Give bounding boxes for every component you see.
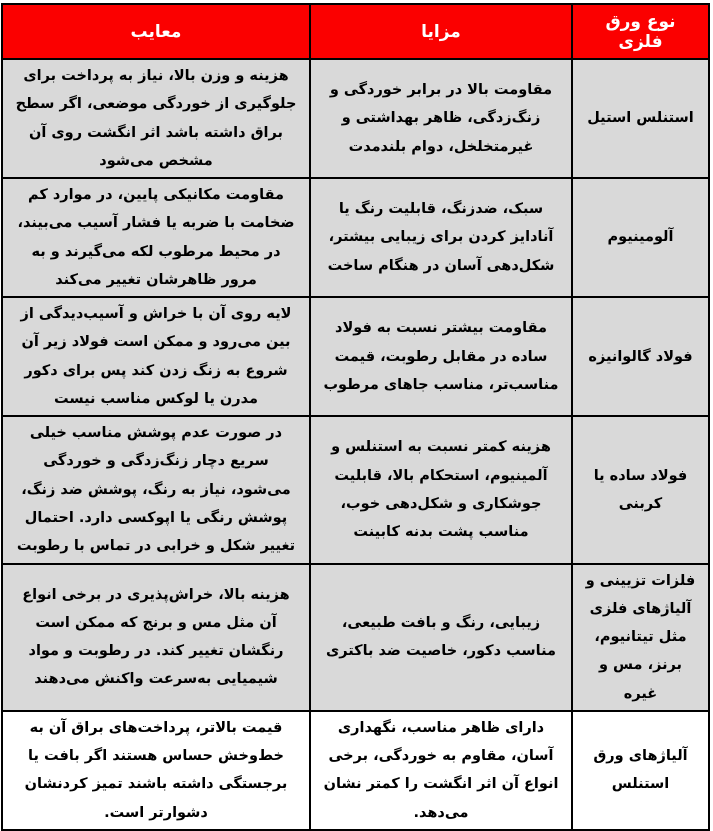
table-row bbox=[2, 59, 709, 178]
table-row bbox=[2, 564, 709, 711]
disadvantages-cell: هزینه بالا، خراش‌پذیری در برخی انواع آن مثل مس و برنج که ممکن است رنگشان تغییر کند. در رطوبت و مواد شیمیایی به‌سرعت واکنش می‌دهند bbox=[2, 564, 310, 711]
table-row bbox=[2, 711, 709, 830]
type-cell: آلومینیوم bbox=[572, 178, 709, 297]
advantages-cell: هزینه کمتر نسبت به استنلس و آلمینیوم، استحکام بالا، قابلیت جوشکاری و شکل‌دهی خوب، مناسب پشت بدنه کابینت bbox=[310, 416, 572, 563]
disadvantages-cell: قیمت بالاتر، پرداخت‌های براق آن به خط‌وخش حساس هستند اگر بافت یا برجستگی داشته باشند تمیز کردنشان دشوارتر است. bbox=[2, 711, 310, 830]
type-cell: استنلس استیل bbox=[572, 59, 709, 178]
type-cell: فولاد گالوانیزه bbox=[572, 297, 709, 416]
table-row bbox=[2, 178, 709, 297]
advantages-cell: مقاومت بیشتر نسبت به فولاد ساده در مقابل رطوبت، قیمت مناسب‌تر، مناسب جاهای مرطوب bbox=[310, 297, 572, 416]
type-cell: فلزات تزیینی و آلیاژهای فلزی مثل تیتانیوم، برنز، مس و غیره bbox=[572, 564, 709, 711]
header-disadvantages: معایب bbox=[2, 4, 310, 59]
table-row bbox=[2, 416, 709, 563]
metal-sheet-comparison-table bbox=[1, 3, 710, 831]
header-row bbox=[2, 4, 709, 59]
disadvantages-cell: لایه روی آن با خراش و آسیب‌دیدگی از بین می‌رود و ممکن است فولاد زیر آن شروع به زنگ زدن کند پس برای دکور مدرن یا لوکس مناسب نیست bbox=[2, 297, 310, 416]
advantages-cell: سبک، ضدزنگ، قابلیت رنگ یا آنادایز کردن برای زیبایی بیشتر، شکل‌دهی آسان در هنگام ساخت bbox=[310, 178, 572, 297]
header-advantages: مزایا bbox=[310, 4, 572, 59]
type-cell: آلیاژهای ورق استنلس bbox=[572, 711, 709, 830]
table-row bbox=[2, 297, 709, 416]
disadvantages-cell: هزینه و وزن بالا، نیاز به پرداخت برای جلوگیری از خوردگی موضعی، اگر سطح براق داشته باشد اثر انگشت روی آن مشخص می‌شود bbox=[2, 59, 310, 178]
type-cell: فولاد ساده یا کربنی bbox=[572, 416, 709, 563]
advantages-cell: دارای ظاهر مناسب، نگهداری آسان، مقاوم به خوردگی، برخی انواع آن اثر انگشت را کمتر نشان می‌دهد. bbox=[310, 711, 572, 830]
disadvantages-cell: در صورت عدم پوشش مناسب خیلی سریع دچار زنگ‌زدگی و خوردگی می‌شود، نیاز به رنگ، پوشش ضد زنگ، پوشش رنگی یا اپوکسی دارد. احتمال تغییر شکل و خرابی در تماس با رطوبت bbox=[2, 416, 310, 563]
advantages-cell: مقاومت بالا در برابر خوردگی و زنگ‌زدگی، ظاهر بهداشتی و غیرمتخلخل، دوام بلندمدت bbox=[310, 59, 572, 178]
advantages-cell: زیبایی، رنگ و بافت طبیعی، مناسب دکور، خاصیت ضد باکتری bbox=[310, 564, 572, 711]
disadvantages-cell: مقاومت مکانیکی پایین، در موارد کم ضخامت با ضربه یا فشار آسیب می‌بیند، در محیط مرطوب لکه می‌گیرند و به مرور ظاهرشان تغییر می‌کند bbox=[2, 178, 310, 297]
header-type: نوع ورق فلزی bbox=[572, 4, 709, 59]
